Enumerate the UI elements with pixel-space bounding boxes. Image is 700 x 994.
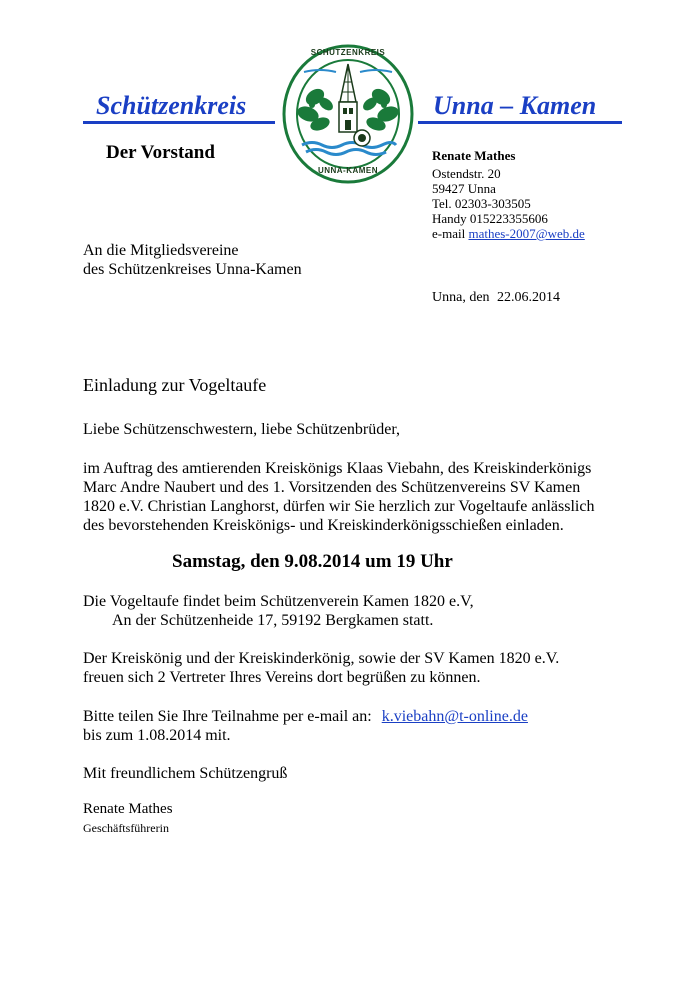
paragraph-line: An der Schützenheide 17, 59192 Bergkamen statt. xyxy=(112,612,434,629)
paragraph-line: 1820 e.V. Christian Langhorst, dürfen wir Sie herzlich zur Vogeltaufe anlässlich xyxy=(83,498,595,515)
signature-title: Geschäftsführerin xyxy=(83,821,169,835)
sender-email-link[interactable]: mathes-2007@web.de xyxy=(468,226,585,241)
logo-bottom-text: UNNA-KAMEN xyxy=(317,166,379,175)
event-date: Samstag, den 9.08.2014 um 19 Uhr xyxy=(172,551,453,572)
sender-email-line xyxy=(432,226,585,241)
sender-street: Ostendstr. 20 xyxy=(432,166,501,181)
recipient-block xyxy=(83,241,302,279)
paragraph-welcome xyxy=(83,649,559,687)
paragraph-location xyxy=(83,592,474,630)
paragraph-line: Marc Andre Naubert und des 1. Vorsitzenden des Schützenvereins SV Kamen xyxy=(83,479,581,496)
sender-tel: Tel. 02303-303505 xyxy=(432,196,531,211)
club-logo-emblem xyxy=(280,42,416,186)
header-right-underline xyxy=(418,121,622,124)
recipient-line1: An die Mitgliedsvereine xyxy=(83,242,239,259)
paragraph-line: des bevorstehenden Kreiskönigs- und Kreiskinderkönigsschießen einladen. xyxy=(83,517,564,534)
place-label: Unna, den xyxy=(432,290,490,305)
header-left-title: Schützenkreis xyxy=(96,91,247,120)
paragraph-line: im Auftrag des amtierenden Kreiskönigs Klaas Viebahn, des Kreiskinderkönigs xyxy=(83,460,592,477)
paragraph-rsvp xyxy=(83,707,528,745)
sender-email-label: e-mail xyxy=(432,226,466,241)
paragraph-invitation xyxy=(83,459,594,535)
rsvp-line xyxy=(83,707,528,726)
sender-name: Renate Mathes xyxy=(432,148,516,163)
letter-subject: Einladung zur Vogeltaufe xyxy=(83,375,267,395)
header-left-underline xyxy=(83,121,275,124)
letter-closing: Mit freundlichem Schützengruß xyxy=(83,765,288,782)
rsvp-deadline: bis zum 1.08.2014 mit. xyxy=(83,727,231,744)
letter-date: 22.06.2014 xyxy=(497,290,561,305)
place-date xyxy=(432,290,560,306)
club-logo xyxy=(280,42,416,186)
board-subtitle: Der Vorstand xyxy=(106,142,215,163)
sender-city: 59427 Unna xyxy=(432,181,496,196)
signature-name: Renate Mathes xyxy=(83,801,173,817)
recipient-line2: des Schützenkreises Unna-Kamen xyxy=(83,261,302,278)
paragraph-line: freuen sich 2 Vertreter Ihres Vereins dort begrüßen zu können. xyxy=(83,669,481,686)
logo-top-text: SCHÜTZENKREIS xyxy=(310,48,386,57)
paragraph-line: Der Kreiskönig und der Kreiskinderkönig, sowie der SV Kamen 1820 e.V. xyxy=(83,650,560,667)
rsvp-text: Bitte teilen Sie Ihre Teilnahme per e-mail an: xyxy=(83,708,372,725)
sender-block xyxy=(432,148,585,241)
sender-handy: Handy 015223355606 xyxy=(432,211,548,226)
rsvp-email-link[interactable]: k.viebahn@t-online.de xyxy=(381,708,528,725)
header-right-title: Unna – Kamen xyxy=(433,91,597,120)
paragraph-line: Die Vogeltaufe findet beim Schützenverein Kamen 1820 e.V, xyxy=(83,593,474,610)
letter-salutation: Liebe Schützenschwestern, liebe Schützenbrüder, xyxy=(83,421,401,438)
